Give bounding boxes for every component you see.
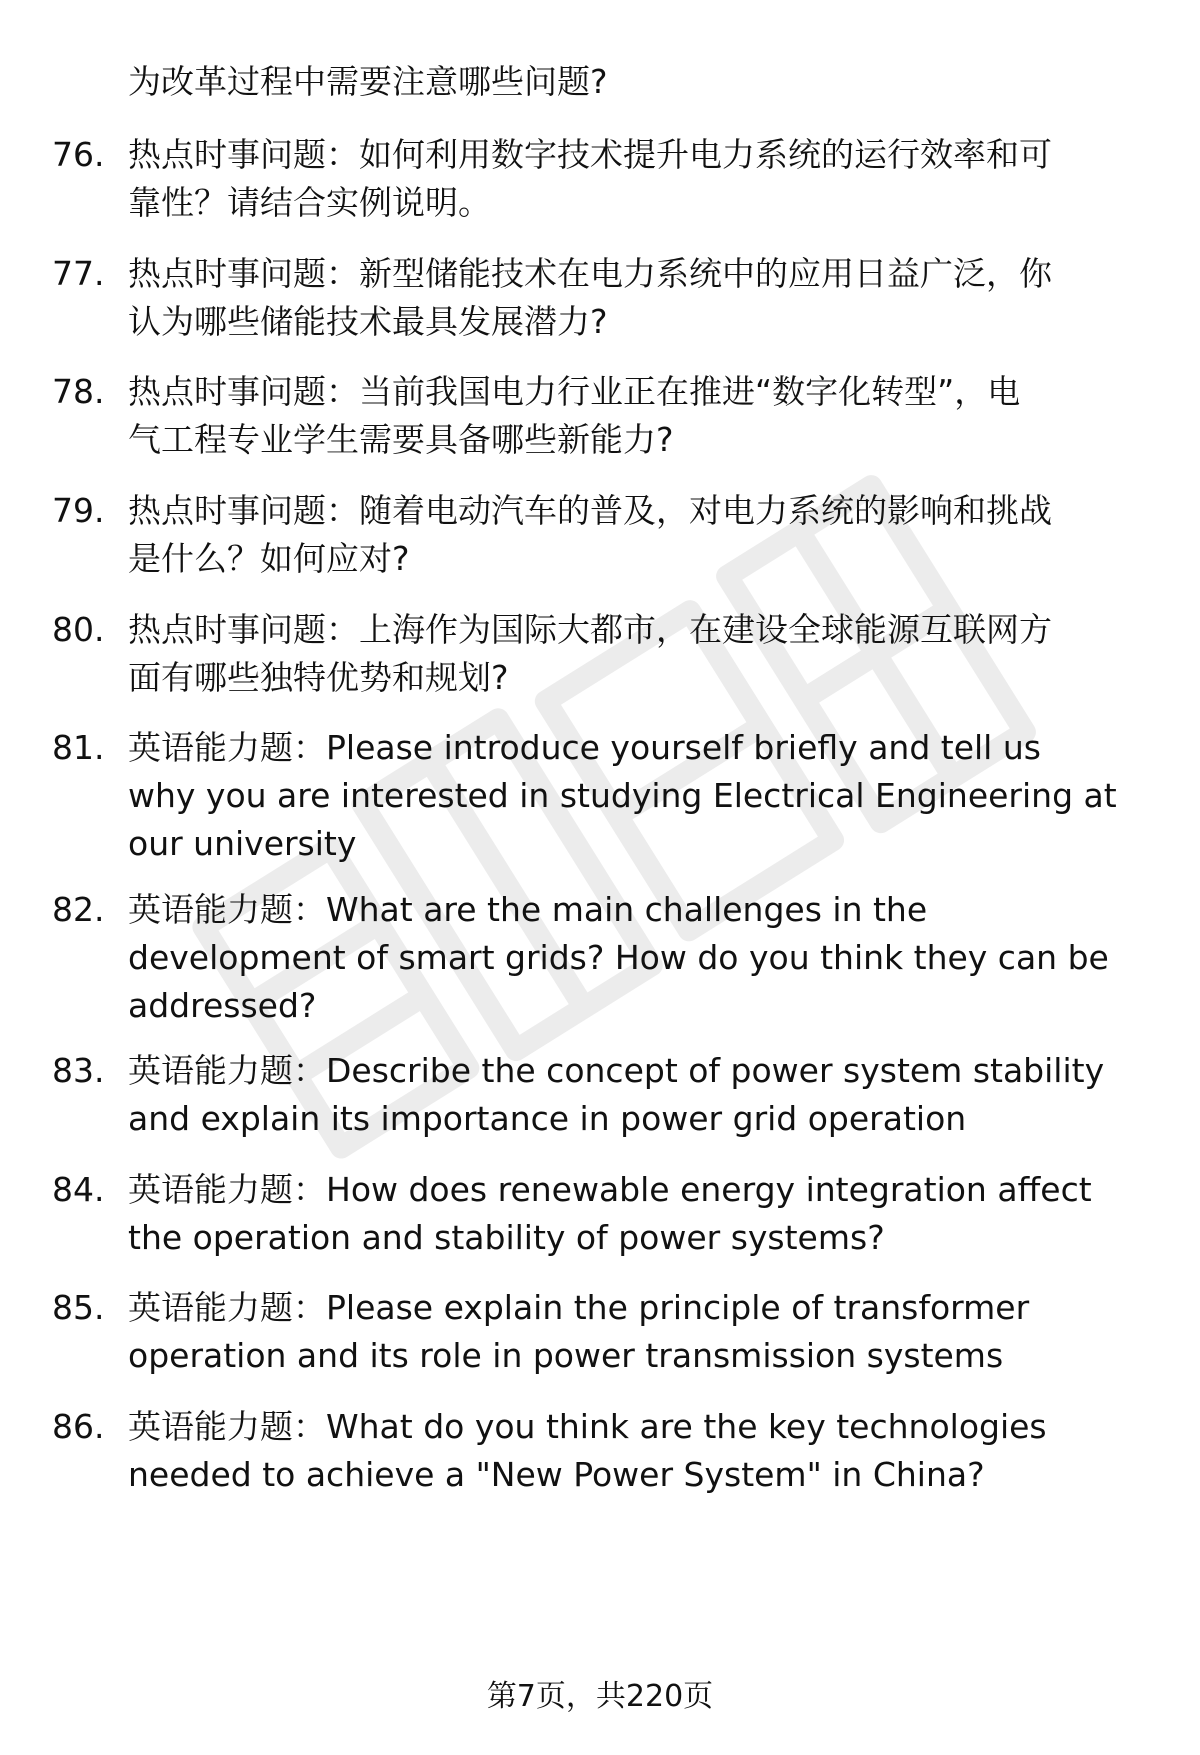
question-text: 热点时事问题：新型储能技术在电力系统中的应用日益广泛，你 认为哪些储能技术最具发展潜力? xyxy=(128,254,1052,341)
question-text: 热点时事问题：当前我国电力行业正在推进“数字化转型”，电 气工程专业学生需要具备哪些新能力? xyxy=(128,372,1021,459)
question-item xyxy=(52,606,1172,702)
question-item xyxy=(52,886,1172,1030)
question-item xyxy=(52,368,1172,464)
question-text: 英语能力题：Please explain the principle of transformer operation and its role in power transmission systems xyxy=(128,1288,1030,1375)
question-number: 77. xyxy=(52,254,105,293)
question-text: 英语能力题：Describe the concept of power system stability and explain its importance in power grid operation xyxy=(128,1051,1105,1138)
question-text: 英语能力题：Please introduce yourself briefly and tell us why you are interested in studying Electrical Engineering at our university xyxy=(128,728,1117,863)
question-number: 86. xyxy=(52,1407,105,1446)
question-number: 81. xyxy=(52,728,105,767)
question-number: 79. xyxy=(52,491,105,530)
question-item xyxy=(52,131,1172,227)
question-item xyxy=(52,1166,1172,1262)
question-item xyxy=(52,1047,1172,1143)
question-item xyxy=(52,724,1172,868)
question-text: 热点时事问题：上海作为国际大都市，在建设全球能源互联网方 面有哪些独特优势和规划? xyxy=(128,610,1052,697)
question-item xyxy=(52,1284,1172,1380)
question-text: 英语能力题：How does renewable energy integration affect the operation and stability of power systems? xyxy=(128,1170,1092,1257)
continued-question-text: 为改革过程中需要注意哪些问题? xyxy=(128,62,608,101)
question-item xyxy=(52,1403,1172,1499)
question-text: 热点时事问题：随着电动汽车的普及，对电力系统的影响和挑战 是什么？如何应对? xyxy=(128,491,1052,578)
question-item xyxy=(52,250,1172,346)
question-number: 83. xyxy=(52,1051,105,1090)
question-number: 84. xyxy=(52,1170,105,1209)
question-number: 78. xyxy=(52,372,105,411)
question-item xyxy=(52,487,1172,583)
question-number: 82. xyxy=(52,890,105,929)
question-number: 76. xyxy=(52,135,105,174)
question-text: 热点时事问题：如何利用数字技术提升电力系统的运行效率和可 靠性？请结合实例说明。 xyxy=(128,135,1052,222)
question-number: 85. xyxy=(52,1288,105,1327)
page-footer: 第7页，共220页 xyxy=(486,1679,714,1714)
question-number: 80. xyxy=(52,610,105,649)
question-text: 英语能力题：What do you think are the key technologies needed to achieve a "New Power System" in China? xyxy=(128,1407,1047,1494)
question-text: 英语能力题：What are the main challenges in the development of smart grids? How do you think they can be addressed? xyxy=(128,890,1109,1025)
